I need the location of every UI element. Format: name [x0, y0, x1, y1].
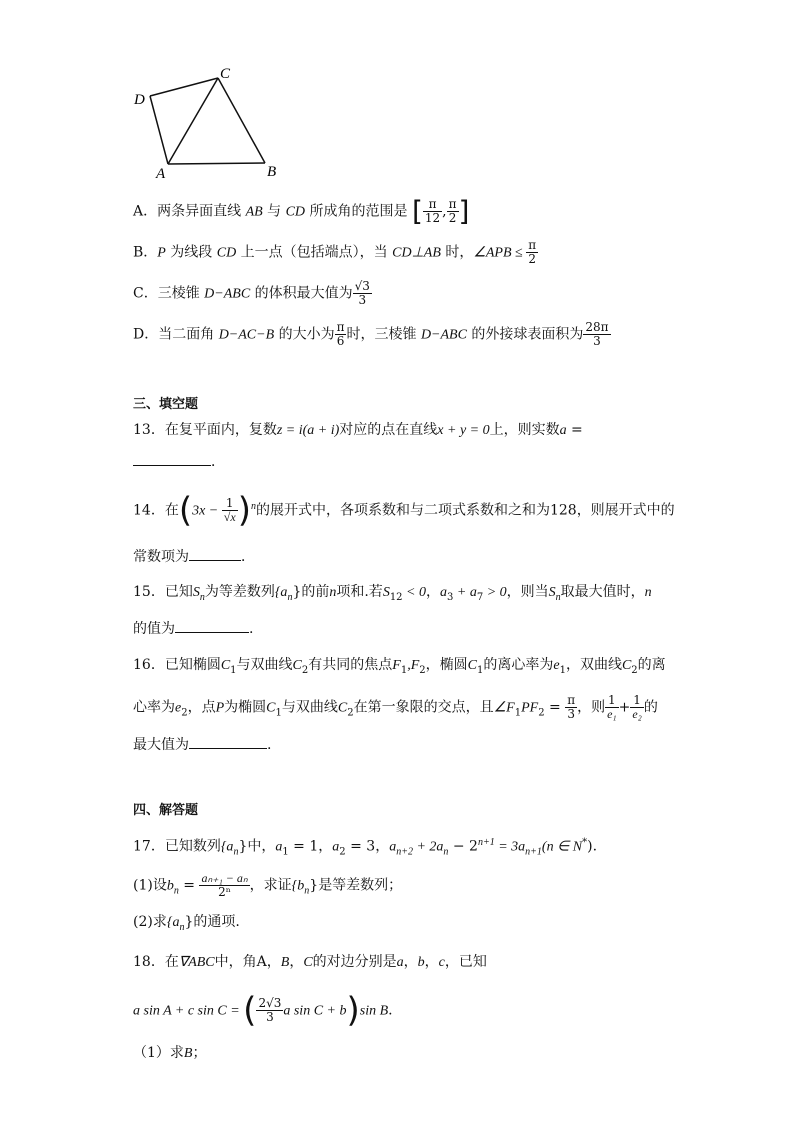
- edge-da: [150, 96, 168, 164]
- question-17: 17．已知数列$\{a_n\}$中，$a_1 = 1$，$a_2 = 3$，$a_{n+2} + 2a_n - 2^{n+1} = 3a_{n+1}(n$ ∈ N*).: [133, 837, 598, 858]
- question-17-part1: (1)设$b_n$ = $\frac{\text{aₙ₊₁ − aₙ}}{\text{2ⁿ}}$ ，求证$\{b_n\}$是等差数列；: [133, 871, 403, 899]
- question-18-part1: （1）求B；: [133, 1045, 207, 1061]
- question-15: 15．已知$S_n$为等差数列$\{a_n\}$的前n项和.若$S_{12} < 0$，$a_3 + a_7 > 0$，则当$S_n$取最大值时，n: [133, 584, 652, 603]
- question-18: 18．在∇ABC中，角A，B，C的对边分别是a，b，c，已知: [133, 954, 487, 970]
- label-c: C: [220, 66, 231, 82]
- fraction: $\frac{1}{\text{e₂}}$: [632, 693, 642, 721]
- fraction: $\frac{\pi}{3}$: [567, 693, 576, 721]
- fraction: $\frac{2√3}{3}$: [258, 996, 282, 1024]
- fraction: $\frac{\pi}{2}$: [528, 238, 537, 266]
- blank[interactable]: [175, 618, 249, 633]
- option-c: C．三棱锥 D−ABC 的体积最大值为 $\frac{√3}{3}$: [133, 279, 370, 307]
- section-title-solutions: 四、解答题: [133, 803, 199, 818]
- fraction: $\frac{1}{\text{e₁}}$: [607, 693, 617, 721]
- fraction: $\frac{\text{aₙ₊₁ − aₙ}}{\text{2ⁿ}}$: [201, 871, 248, 899]
- fraction: $\frac{1}{√x}$: [223, 496, 236, 525]
- bracket-open: [: [411, 194, 423, 228]
- fraction: $\frac{\pi}{2}$: [448, 197, 457, 225]
- edge-ac: [168, 78, 218, 164]
- label-d: D: [134, 92, 145, 108]
- question-14-line2: 常数项为 ．: [133, 546, 255, 567]
- label-a: A: [156, 166, 166, 182]
- fraction: $\frac{28\pi}{3}$: [585, 320, 609, 348]
- question-14: 14．在(3x − $\frac{1}{√x}$ )$^n$的展开式中，各项系数和与二项式系数和之和为128，则展开式中的: [133, 490, 675, 531]
- question-15-line2: 的值为 .: [133, 618, 253, 639]
- blank[interactable]: [133, 451, 211, 466]
- option-a: A．两条异面直线 AB 与 CD 所成角的范围是 [ $\frac{\pi}{12}$ , $\frac{\pi}{2}$ ]: [133, 194, 470, 228]
- question-17-part2: (2)求$\{a_n\}$的通项.: [133, 914, 240, 933]
- bracket-close: ]: [458, 194, 470, 228]
- edge-cb: [218, 78, 265, 163]
- question-16-line3: 最大值为 .: [133, 734, 271, 755]
- geometry-figure: [128, 62, 288, 182]
- label-b: B: [267, 164, 277, 180]
- question-18-equation: a sin A + c sin C = ( $\frac{2√3}{3}$ a sin C + b)sin B.: [133, 990, 393, 1031]
- fraction: $\frac{\pi}{12}$: [424, 197, 441, 225]
- fraction: $\frac{√3}{3}$: [354, 279, 370, 307]
- question-16: 16．已知椭圆$C_1$与双曲线$C_2$有共同的焦点$F_1,F_2$，椭圆$C_1$的离心率为$e_1$，双曲线$C_2$的离: [133, 657, 666, 676]
- edge-ab: [168, 163, 265, 164]
- answer-blank-13: ．: [133, 451, 225, 472]
- section-title-fill-blank: 三、填空题: [133, 397, 199, 412]
- question-16-line2: 心率为$e_2$，点P为椭圆$C_1$与双曲线$C_2$在第一象限的交点，且$\angle F_1PF_2$ = $\frac{\pi}{3}$ ，则 $\frac{1}{\text{e₁}}$ + $\frac{1}{\text{e₂}}$ 的: [133, 693, 658, 721]
- question-13: 13．在复平面内，复数z = i(a + i)对应的点在直线x + y = 0上，则实数a =: [133, 422, 583, 438]
- fraction: $\frac{\pi}{6}$: [336, 320, 345, 348]
- option-d: D．当二面角 D−AC−B 的大小为 $\frac{\pi}{6}$ 时，三棱锥 D−ABC 的外接球表面积为 $\frac{28\pi}{3}$: [133, 320, 609, 348]
- blank[interactable]: [189, 734, 267, 749]
- blank[interactable]: [189, 546, 241, 561]
- edge-dc: [150, 78, 218, 96]
- option-b: B．P 为线段 CD 上一点（包括端点），当 CD⊥AB 时，∠APB ≤ $\frac{\pi}{2}$: [133, 238, 537, 266]
